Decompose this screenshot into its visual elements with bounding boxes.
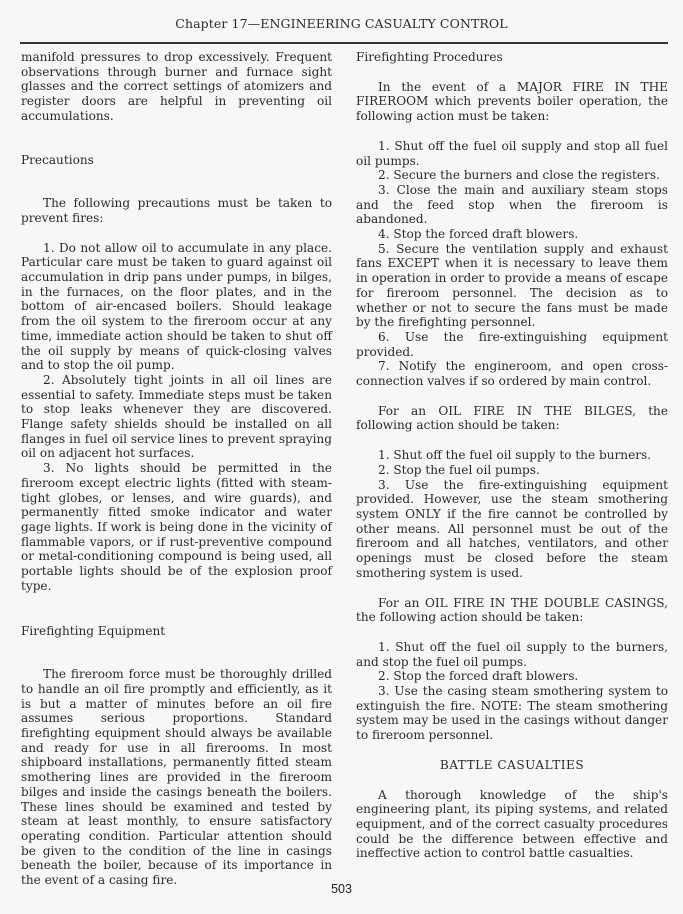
precaution-item-2: 2. Absolutely tight joints in all oil lines are essential to safety. Immediate steps must be taken to stop leaks whenever they are discovered. Flange safety shields should be installed on all flanges in fuel oil service lines to prevent spraying oil on adjacent hot surfaces. xyxy=(21,372,332,461)
battle-casualties-paragraph: A thorough knowledge of the ship's engineering plant, its piping systems, and related equipment, and of the correct casualty procedures could be the difference between effective and ineffective action to control battle casualties. xyxy=(356,787,668,861)
section-heading-equipment: Firefighting Equipment xyxy=(21,623,166,638)
bilges-intro: For an OIL FIRE IN THE BILGES, the following action should be taken: xyxy=(356,403,668,433)
casings-item-3: 3. Use the casing steam smothering system to extinguish the fire. NOTE: The steam smothering system may be used in the casings without danger to fireroom personnel. xyxy=(356,684,668,743)
section-heading-procedures: Firefighting Procedures xyxy=(356,50,503,64)
major-fire-item-1: 1. Shut off the fuel oil supply and stop all fuel oil pumps. xyxy=(356,138,668,168)
bilges-item-3: 3. Use the fire-extinguishing equipment provided. However, use the steam smothering system ONLY if the fire cannot be controlled by other means. All personnel must be out of the fireroom and all hatches, ventilators, and other openings must be closed before the steam smothering system is used. xyxy=(356,477,668,580)
casings-intro: For an OIL FIRE IN THE DOUBLE CASINGS, the following action should be taken: xyxy=(356,595,668,625)
bilges-item-2: 2. Stop the fuel oil pumps. xyxy=(378,462,540,477)
page-number: 503 xyxy=(331,882,352,896)
major-fire-item-4: 4. Stop the forced draft blowers. xyxy=(378,227,579,242)
major-fire-item-3: 3. Close the main and auxiliary steam stops and the feed stop when the fireroom is abandoned. xyxy=(356,182,668,227)
section-heading-precautions: Precautions xyxy=(21,152,94,167)
equipment-paragraph: The fireroom force must be thoroughly drilled to handle an oil fire promptly and efficiently, as it is but a matter of minutes before an oil fire assumes serious proportions. Standard firefighting equipment should always be available and ready for use in all firerooms. In most shipboard installations, permanently fitted steam smothering lines are provided in the fireroom bilges and inside the casings beneath the boilers. These lines should be examined and tested by steam at least monthly, to ensure satisfactory operating condition. Particular attention should be given to the condition of the line in casings beneath the boiler, because of its importance in the event of a casing fire. xyxy=(21,667,332,888)
major-fire-item-6: 6. Use the fire-extinguishing equipment provided. xyxy=(356,329,668,359)
precaution-item-1: 1. Do not allow oil to accumulate in any place. Particular care must be taken to guard against oil accumulation in drip pans under pumps, in bilges, in the furnaces, on the floor plates, and in the bottom of air-encased boilers. Should leakage from the oil system to the fireroom occur at any time, immediate action should be taken to shut off the oil supply by means of quick-closing valves and to stop the oil pump. xyxy=(21,240,332,373)
continued-paragraph: manifold pressures to drop excessively. Frequent observations through burner and furnace sight glasses and the correct settings of atomizers and register doors are helpful in preventing oil accumulations. xyxy=(21,50,332,123)
major-fire-item-5: 5. Secure the ventilation supply and exhaust fans EXCEPT when it is necessary to leave them in operation in order to provide a means of escape for fireroom personnel. The decision as to whether or not to secure the fans must be made by the firefighting personnel. xyxy=(356,241,668,330)
precautions-intro: The following precautions must be taken to prevent fires: xyxy=(21,196,332,225)
casings-item-1: 1. Shut off the fuel oil supply to the burners, and stop the fuel oil pumps. xyxy=(356,639,668,669)
section-heading-battle-casualties: BATTLE CASUALTIES xyxy=(439,757,585,772)
casings-item-2: 2. Stop the forced draft blowers. xyxy=(378,669,579,684)
major-fire-item-2: 2. Secure the burners and close the registers. xyxy=(378,168,660,183)
major-fire-intro: In the event of a MAJOR FIRE IN THE FIREROOM which prevents boiler operation, the following action must be taken: xyxy=(356,79,668,124)
bilges-item-1: 1. Shut off the fuel oil supply to the burners. xyxy=(378,448,652,463)
header-rule xyxy=(20,42,668,44)
left-column xyxy=(21,50,332,888)
right-column xyxy=(356,50,668,861)
major-fire-item-7: 7. Notify the engineroom, and open cross-connection valves if so ordered by main control. xyxy=(356,359,668,389)
precaution-item-3: 3. No lights should be permitted in the fireroom except electric lights (fitted with steam-tight globes, or lenses, and wire guards), and permanently fitted smoke indicator and water gage lights. If work is being done in the vicinity of flammable vapors, or if rust-preventive compound or metal-conditioning compound is being used, all portable lights should be of the explosion proof type. xyxy=(21,461,332,593)
running-header: Chapter 17—ENGINEERING CASUALTY CONTROL xyxy=(175,16,508,31)
